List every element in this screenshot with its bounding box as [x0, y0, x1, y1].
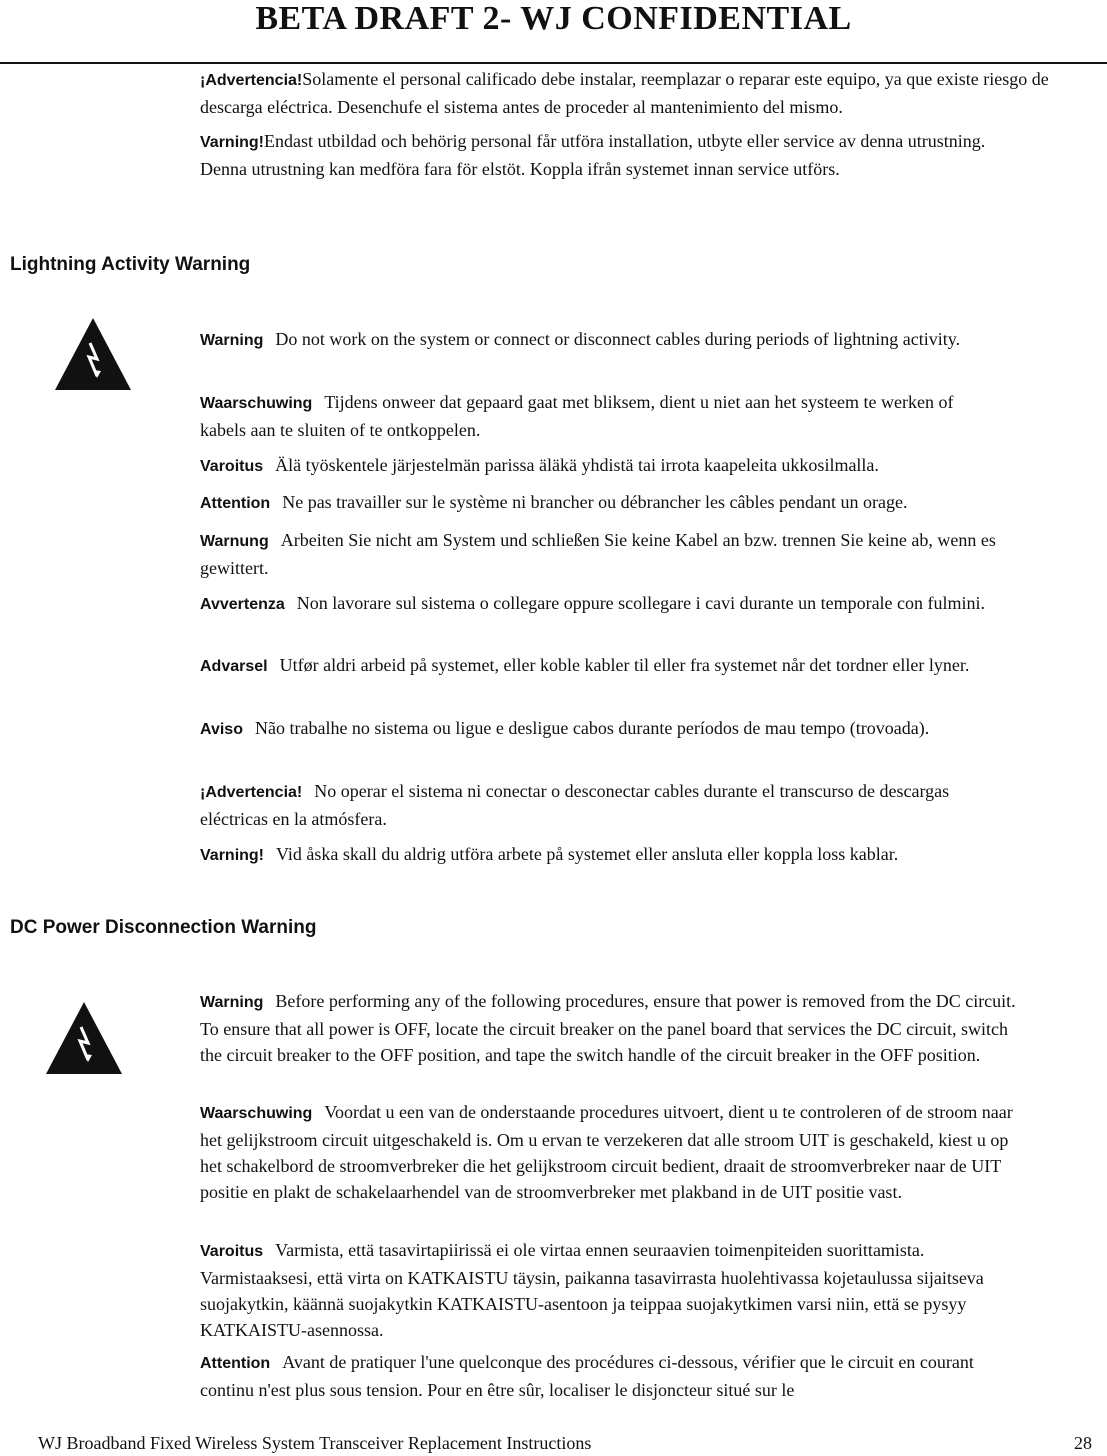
header-divider — [0, 62, 1107, 64]
warning-text: Vid åska skall du aldrig utföra arbete på systemet eller ansluta eller koppla loss kablar. — [276, 844, 899, 864]
warning-item — [200, 590, 1030, 618]
warning-item — [200, 527, 1030, 581]
intro-label: Varning! — [200, 134, 265, 151]
page-header-title: BETA DRAFT 2- WJ CONFIDENTIAL — [255, 0, 852, 37]
warning-text: Avant de pratiquer l'une quelconque des procédures ci-dessous, vérifier que le circuit en courant continu n'est plus sous tension. Pour en être sûr, localiser le disjoncteur situé sur le — [200, 1352, 974, 1400]
warning-triangle-icon — [44, 1000, 124, 1076]
intro-label: ¡Advertencia! — [200, 72, 303, 89]
warning-label: Warnung — [200, 533, 269, 550]
intro-text: Solamente el personal calificado debe instalar, reemplazar o reparar este equipo, ya que existe riesgo de descarga eléctrica. Desenchufe el sistema antes de proceder al mantenimiento del mismo. — [200, 69, 1049, 117]
warning-text: Non lavorare sul sistema o collegare oppure scollegare i cavi durante un temporale con fulmini. — [296, 593, 986, 613]
warning-label: Waarschuwing — [200, 1105, 313, 1122]
warning-item — [200, 489, 1080, 517]
warning-text: Utfør aldri arbeid på systemet, eller koble kabler til eller fra systemet når det tordner eller lyner. — [279, 655, 970, 675]
warning-label: Warning — [200, 994, 264, 1011]
warning-item — [200, 715, 1000, 743]
warning-item — [200, 326, 1020, 354]
warning-label: Waarschuwing — [200, 395, 313, 412]
section-heading-lightning: Lightning Activity Warning — [10, 254, 251, 275]
warning-item — [200, 1099, 1030, 1205]
warning-text: Voordat u een van de onderstaande procedures uitvoert, dient u te controleren of de stroom naar het gelijkstroom circuit uitgeschakeld is. Om u ervan te verzekeren dat alle stroom UIT is geschakeld, kiest u op het schakelbord de stroomverbreker die het gelijkstroom circuit bedient, draait de stroomverbreker naar de UIT positie en plakt de schakelaarhendel van de stroomverbreker met plakband in de UIT positie vast. — [200, 1102, 1013, 1202]
warning-text: Não trabalhe no sistema ou ligue e desligue cabos durante períodos de mau tempo (trovoada). — [254, 718, 930, 738]
warning-text: Before performing any of the following procedures, ensure that power is removed from the DC circuit. To ensure that all power is OFF, locate the circuit breaker on the panel board that services the DC circuit, switch the circuit breaker to the OFF position, and tape the switch handle of the circuit breaker in the OFF position. — [200, 991, 1016, 1065]
intro-paragraph-spanish — [200, 66, 1080, 120]
warning-text: Tijdens onweer dat gepaard gaat met bliksem, dient u niet aan het systeem te werken of kabels aan te sluiten of te ontkoppelen. — [200, 392, 954, 440]
warning-item — [200, 778, 1020, 832]
warning-label: ¡Advertencia! — [200, 784, 303, 801]
warning-label: Avvertenza — [200, 596, 285, 613]
warning-text: Varmista, että tasavirtapiirissä ei ole virtaa ennen seuraavien toimenpiteiden suorittamista. Varmistaaksesi, että virta on KATKAISTU täysin, paikanna tasavirrasta huolehtivassa kojetaulussa sijaitseva suojakytkin, käännä suojakytkin KATKAISTU-asentoon ja teippaa suojakytkimen varsi niin, että se pysyy KATKAISTU-asennossa. — [200, 1240, 984, 1340]
warning-item — [200, 1349, 1010, 1403]
warning-label: Aviso — [200, 721, 243, 738]
warning-text: No operar el sistema ni conectar o desconectar cables durante el transcurso de descargas eléctricas en la atmósfera. — [200, 781, 950, 829]
warning-text: Do not work on the system or connect or disconnect cables during periods of lightning activity. — [275, 329, 961, 349]
warning-triangle-icon — [53, 316, 133, 392]
warning-label: Advarsel — [200, 658, 268, 675]
warning-text: Arbeiten Sie nicht am System und schließen Sie keine Kabel an bzw. trennen Sie keine ab, wenn es gewittert. — [200, 530, 996, 578]
warning-text: Älä työskentele järjestelmän parissa äläkä yhdistä tai irrota kaapeleita ukkosilmalla. — [275, 455, 879, 475]
warning-label: Varning! — [200, 847, 265, 864]
warning-item — [200, 389, 1000, 443]
warning-label: Attention — [200, 1355, 271, 1372]
warning-label: Varoitus — [200, 1243, 264, 1260]
footer-document-title: WJ Broadband Fixed Wireless System Transceiver Replacement Instructions — [38, 1433, 592, 1453]
warning-item — [200, 452, 1080, 480]
warning-item — [200, 1237, 1030, 1343]
warning-item — [200, 652, 1020, 680]
footer-page-number: 28 — [1074, 1433, 1092, 1453]
intro-text: Endast utbildad och behörig personal får utföra installation, utbyte eller service av denna utrustning. Denna utrustning kan medföra fara för elstöt. Koppla ifrån systemet innan service utförs. — [200, 131, 986, 179]
warning-text: Ne pas travailler sur le système ni brancher ou débrancher les câbles pendant un orage. — [282, 492, 908, 512]
warning-label: Varoitus — [200, 458, 264, 475]
section-heading-dc-power: DC Power Disconnection Warning — [10, 917, 317, 938]
warning-label: Warning — [200, 332, 264, 349]
intro-paragraph-swedish — [200, 128, 1020, 182]
warning-item — [200, 841, 1080, 869]
warning-label: Attention — [200, 495, 271, 512]
warning-item — [200, 988, 1030, 1068]
